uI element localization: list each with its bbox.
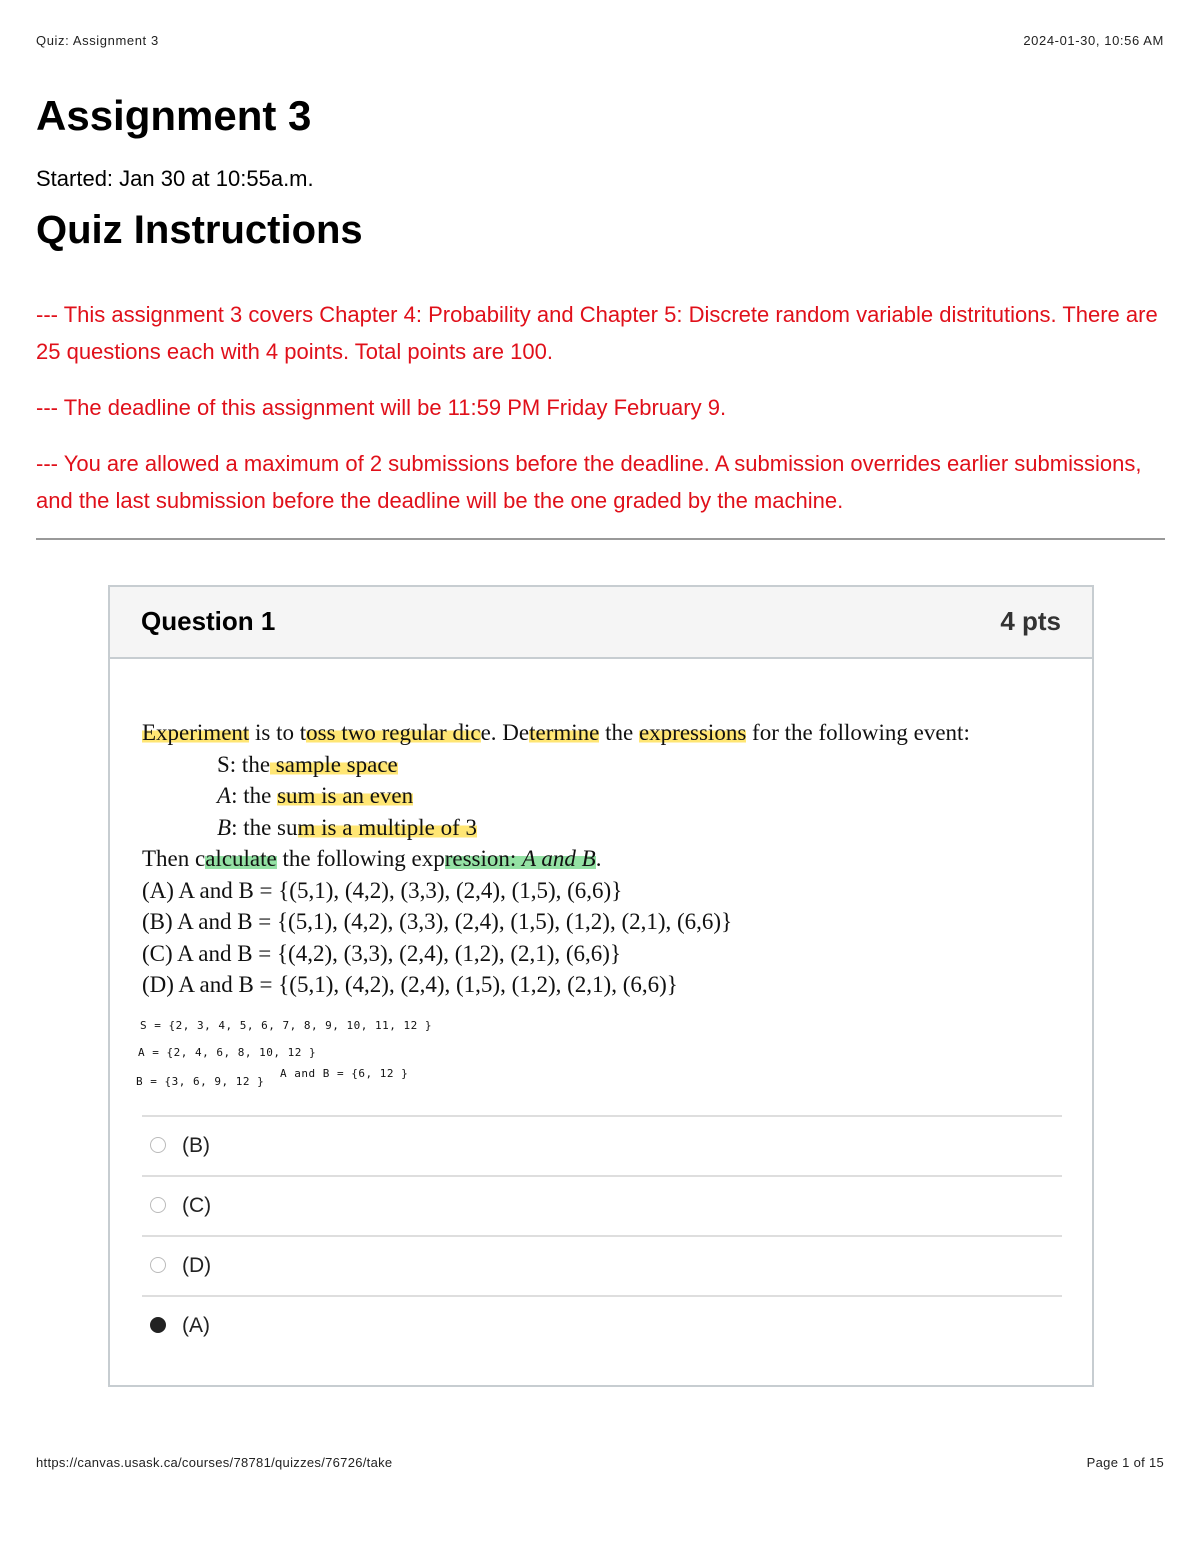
answer-option[interactable] xyxy=(142,1175,1062,1235)
question-card xyxy=(108,585,1094,1387)
text: e. De xyxy=(480,720,530,745)
print-header-title: Quiz: Assignment 3 xyxy=(36,33,159,48)
print-footer xyxy=(36,1455,1164,1473)
option-line-a: (A) A and B = {(5,1), (4,2), (3,3), (2,4), (1,5), (6,6)} xyxy=(142,877,623,903)
handwritten-note-a: A = {2, 4, 6, 8, 10, 12 } xyxy=(138,1046,317,1059)
event-s-line xyxy=(142,749,1062,781)
var-a: A xyxy=(217,783,232,808)
radio-button[interactable] xyxy=(150,1137,166,1153)
highlight-toss: oss two regular dic xyxy=(306,720,481,745)
handwritten-note-ab: A and B = {6, 12 } xyxy=(280,1067,409,1080)
text: for the following event: xyxy=(746,720,970,745)
option-line-d: (D) A and B = {(5,1), (4,2), (2,4), (1,5), (1,2), (2,1), (6,6)} xyxy=(142,972,678,997)
text: the xyxy=(599,720,639,745)
text: S: the xyxy=(217,751,271,777)
text: : the su xyxy=(231,814,298,840)
handwritten-note-b: B = {3, 6, 9, 12 } xyxy=(136,1075,265,1088)
text: : the xyxy=(231,783,278,808)
text: the following exp xyxy=(276,846,445,871)
instruction-paragraph: --- The deadline of this assignment will be 11:59 PM Friday February 9. xyxy=(36,395,727,420)
highlight-determine: termine xyxy=(529,720,600,745)
highlight-sum-even: sum is an even xyxy=(277,783,414,808)
question-text-image xyxy=(142,717,1062,1001)
option-line-c: (C) A and B = {(4,2), (3,3), (2,4), (1,2), (2,1), (6,6)} xyxy=(142,940,621,966)
option-line-b: (B) A and B = {(5,1), (4,2), (3,3), (2,4), (1,5), (1,2), (2,1), (6,6)} xyxy=(142,909,733,934)
event-b-line xyxy=(142,812,1062,844)
handwritten-note-s: S = {2, 3, 4, 5, 6, 7, 8, 9, 10, 11, 12 } xyxy=(140,1019,433,1032)
answer-options xyxy=(142,1115,1062,1355)
started-time: Started: Jan 30 at 10:55a.m. xyxy=(36,166,314,191)
answer-label: (C) xyxy=(182,1194,212,1217)
question-title: Question 1 xyxy=(141,606,276,636)
calculate-line xyxy=(142,843,1062,875)
answer-option[interactable] xyxy=(142,1235,1062,1295)
text: is to t xyxy=(249,720,307,745)
instruction-paragraph: --- This assignment 3 covers Chapter 4: Probability and Chapter 5: Discrete random variable distritutions. There are 25 questions each with 4 points. Total points are 100. xyxy=(36,302,1158,364)
question-header xyxy=(110,587,1092,659)
instructions-heading: Quiz Instructions xyxy=(36,208,363,252)
highlight-expressions: expressions xyxy=(638,720,747,745)
highlight-a-and-b: A and B xyxy=(522,846,596,871)
answer-option[interactable] xyxy=(142,1115,1062,1175)
text: . xyxy=(595,846,602,871)
print-footer-url: https://canvas.usask.ca/courses/78781/quizzes/76726/take xyxy=(36,1455,393,1470)
answer-label: (D) xyxy=(182,1254,212,1277)
question-intro-line xyxy=(142,717,1062,749)
print-header-timestamp: 2024-01-30, 10:56 AM xyxy=(1023,33,1164,48)
highlight-experiment: Experiment xyxy=(142,720,250,745)
print-footer-page: Page 1 of 15 xyxy=(1086,1455,1164,1470)
answer-label: (B) xyxy=(182,1134,210,1157)
instruction-paragraph: --- You are allowed a maximum of 2 submissions before the deadline. A submission overrides earlier submissions, and the last submission before the deadline will be the one graded by the machine. xyxy=(36,451,1142,513)
page-title: Assignment 3 xyxy=(36,92,312,139)
highlight-calculate: alculate xyxy=(205,846,277,871)
highlight-expression: ression: xyxy=(444,846,523,871)
radio-button-selected[interactable] xyxy=(150,1317,166,1333)
radio-button[interactable] xyxy=(150,1197,166,1213)
answer-label: (A) xyxy=(182,1314,210,1337)
highlight-multiple-3: m is a multiple of 3 xyxy=(297,814,478,840)
question-points: 4 pts xyxy=(1000,606,1061,636)
quiz-instructions xyxy=(36,296,1166,538)
event-a-line xyxy=(142,780,1062,812)
highlight-sample-space: sample space xyxy=(270,751,398,777)
print-header xyxy=(36,33,1164,51)
text: Then c xyxy=(142,846,206,871)
var-b: B xyxy=(217,814,232,840)
radio-button[interactable] xyxy=(150,1257,166,1273)
answer-option[interactable] xyxy=(142,1295,1062,1355)
divider xyxy=(36,538,1165,540)
